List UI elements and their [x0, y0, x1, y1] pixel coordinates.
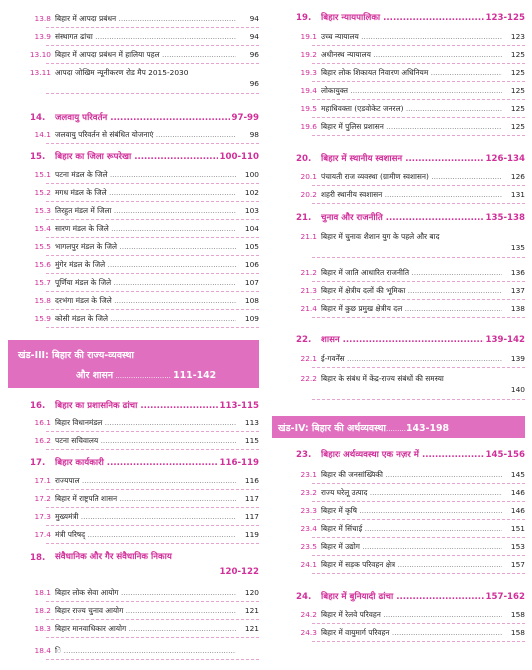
- subitem-title: महाधिवक्ता (एडवोकेट जनरल) .....: [321, 100, 502, 118]
- subitem-title: दरभंगा मंडल के जिले .....: [55, 292, 236, 310]
- subitem-title: ि .....: [55, 642, 236, 660]
- dashed-divider: [46, 327, 259, 328]
- chapter-title: चुनाव और राजनीति .....: [321, 208, 522, 228]
- chapter-number: 15.: [30, 152, 46, 162]
- chapter-title: बिहार का प्रशासनिक ढांचा .....: [55, 396, 256, 416]
- subitem-title: ई-गवर्नेंस .....: [321, 350, 502, 368]
- subitem-title: बिहार में राष्ट्रपति शासन .....: [55, 490, 236, 508]
- subitem-page: 146: [503, 502, 525, 520]
- toc-subitem[interactable]: [0, 220, 266, 238]
- toc-chapter[interactable]: [0, 147, 266, 167]
- subitem-title: बिहार में आपदा प्रबंधन में हालिया पहल .....: [55, 46, 236, 64]
- subitem-page: 121: [237, 620, 259, 638]
- toc-subitem[interactable]: [266, 100, 532, 118]
- toc-subitem[interactable]: [266, 168, 532, 186]
- subitem-page: 108: [237, 292, 259, 310]
- toc-subitem[interactable]: [266, 82, 532, 100]
- dashed-divider: [46, 637, 259, 638]
- chapter-title: बिहार में स्थानीय स्वशासन .....: [321, 149, 522, 169]
- subitem-number: 17.4: [34, 530, 51, 539]
- subitem-page: 136: [503, 264, 525, 282]
- subitem-page: 109: [237, 310, 259, 328]
- toc-subitem[interactable]: [266, 350, 532, 368]
- chapter-pages: 113-115: [218, 396, 259, 416]
- toc-subitem[interactable]: [0, 584, 266, 602]
- toc-chapter[interactable]: [266, 587, 532, 607]
- subitem-page: 120: [237, 584, 259, 602]
- part-title: खंड-III: बिहार की राज्य-व्यवस्था: [18, 350, 134, 361]
- part-subtitle: और शासन ......................... 111-142: [76, 370, 217, 381]
- toc-subitem[interactable]: [266, 46, 532, 64]
- subitem-number: 15.9: [34, 314, 51, 323]
- subitem-number: 24.1: [300, 560, 317, 569]
- subitem-page: 140: [503, 381, 525, 399]
- subitem-number: 20.1: [300, 172, 317, 181]
- toc-subitem[interactable]: [0, 256, 266, 274]
- chapter-title: बिहारः अर्थव्यवस्था एक नज़र में .....: [321, 445, 522, 465]
- part-title: खंड-IV: बिहार की अर्थव्यवस्था.........143-198: [278, 423, 450, 434]
- chapter-number: 21.: [296, 213, 312, 223]
- toc-subitem[interactable]: [266, 186, 532, 204]
- subitem-number: 15.1: [34, 170, 51, 179]
- subitem-title: बिहार में उद्योग .....: [321, 538, 502, 556]
- toc-subitem[interactable]: [0, 472, 266, 490]
- subitem-page: 107: [237, 274, 259, 292]
- subitem-number: 18.1: [34, 588, 51, 597]
- subitem-page: 113: [237, 414, 259, 432]
- toc-chapter[interactable]: [266, 330, 532, 350]
- chapter-pages: 135-138: [484, 208, 525, 228]
- subitem-title: बिहार में जाति आधारित राजनीति .....: [321, 264, 502, 282]
- subitem-title: जलवायु परिवर्तन से संबंधित योजनाएं .....: [55, 126, 236, 144]
- toc-chapter[interactable]: [0, 396, 266, 416]
- dashed-divider: [312, 399, 525, 400]
- chapter-number: 22.: [296, 335, 312, 345]
- toc-subitem[interactable]: [0, 526, 266, 544]
- subitem-title: बिहार में पुलिस प्रशासन .....: [321, 118, 502, 136]
- subitem-number: 15.3: [34, 206, 51, 215]
- toc-subitem[interactable]: [0, 508, 266, 526]
- subitem-number: 22.2: [300, 374, 317, 383]
- subitem-title: बिहार में कुछ प्रमुख क्षेत्रीय दल .....: [321, 300, 502, 318]
- chapter-number: 20.: [296, 154, 312, 164]
- subitem-title: मगध मंडल के जिले .....: [55, 184, 236, 202]
- subitem-number: 13.10: [29, 50, 51, 59]
- subitem-title: बिहार लोक शिकायत निवारण अधिनियम .....: [321, 64, 502, 82]
- toc-subitem[interactable]: [266, 484, 532, 502]
- toc-subitem[interactable]: [266, 282, 532, 300]
- subitem-title: तिरहुत मंडल में जिला .....: [55, 202, 236, 220]
- subitem-page: 117: [237, 508, 259, 526]
- chapter-pages: 157-162: [484, 587, 525, 607]
- toc-subitem[interactable]: [266, 606, 532, 624]
- subitem-number: 18.2: [34, 606, 51, 615]
- subitem-number: 21.1: [300, 232, 317, 241]
- toc-chapter[interactable]: [0, 453, 266, 473]
- subitem-page: 153: [503, 538, 525, 556]
- toc-subitem[interactable]: [0, 64, 266, 94]
- subitem-page: 104: [237, 220, 259, 238]
- chapter-title: जलवायु परिवर्तन .....: [55, 108, 256, 128]
- subitem-page: 138: [503, 300, 525, 318]
- toc-subitem[interactable]: [0, 642, 266, 660]
- subitem-page: 125: [503, 118, 525, 136]
- dashed-divider: [312, 203, 525, 204]
- subitem-title: लोकायुक्त .....: [321, 82, 502, 100]
- subitem-title: मुंगेर मंडल के जिले .....: [55, 256, 236, 274]
- toc-subitem[interactable]: [0, 310, 266, 328]
- subitem-number: 23.2: [300, 488, 317, 497]
- subitem-number: 19.2: [300, 50, 317, 59]
- subitem-title: बिहार लोक सेवा आयोग .....: [55, 584, 236, 602]
- toc-subitem[interactable]: [0, 46, 266, 64]
- subitem-page: 98: [237, 126, 259, 144]
- subitem-page: 139: [503, 350, 525, 368]
- subitem-page: 145: [503, 466, 525, 484]
- toc-subitem[interactable]: [266, 502, 532, 520]
- subitem-number: 23.1: [300, 470, 317, 479]
- subitem-number: 17.3: [34, 512, 51, 521]
- subitem-title: कोसी मंडल के जिले .....: [55, 310, 236, 328]
- toc-subitem[interactable]: [0, 620, 266, 638]
- toc-subitem[interactable]: [0, 602, 266, 620]
- subitem-title: बिहार में वायुमार्ग परिवहन .....: [321, 624, 502, 642]
- subitem-number: 13.8: [34, 14, 51, 23]
- chapter-pages: 139-142: [484, 330, 525, 350]
- subitem-title: सारण मंडल के जिले .....: [55, 220, 236, 238]
- chapter-title: शासन .....: [321, 330, 522, 350]
- subitem-number: 23.5: [300, 542, 317, 551]
- subitem-number: 18.3: [34, 624, 51, 633]
- toc-subitem[interactable]: [0, 292, 266, 310]
- subitem-number: 16.2: [34, 436, 51, 445]
- toc-subitem[interactable]: [266, 538, 532, 556]
- dashed-divider: [312, 573, 525, 574]
- subitem-title: उच्च न्यायालय .....: [321, 28, 502, 46]
- toc-subitem[interactable]: [266, 466, 532, 484]
- subitem-title: आपदा जोखिम न्यूनीकरण रोड मैप 2015-2030: [55, 68, 189, 77]
- subitem-number: 15.6: [34, 260, 51, 269]
- chapter-title: बिहार का जिला रूपरेखा .....: [55, 147, 256, 167]
- toc-subitem[interactable]: [266, 228, 532, 258]
- toc-subitem[interactable]: [266, 118, 532, 136]
- subitem-number: 13.9: [34, 32, 51, 41]
- subitem-title: पंचायती राज व्यवस्था (ग्रामीण स्वशासन) .....: [321, 168, 502, 186]
- subitem-number: 13.11: [29, 68, 51, 77]
- dashed-divider: [312, 367, 525, 368]
- subitem-page: 102: [237, 184, 259, 202]
- dashed-divider: [46, 543, 259, 544]
- subitem-page: 103: [237, 202, 259, 220]
- subitem-number: 20.2: [300, 190, 317, 199]
- subitem-number: 15.7: [34, 278, 51, 287]
- subitem-number: 22.1: [300, 354, 317, 363]
- chapter-number: 18.: [30, 553, 46, 563]
- toc-subitem[interactable]: [266, 556, 532, 574]
- subitem-page: 135: [503, 239, 525, 257]
- dashed-divider: [46, 143, 259, 144]
- chapter-number: 19.: [296, 13, 312, 23]
- chapter-number: 17.: [30, 458, 46, 468]
- subitem-number: 19.3: [300, 68, 317, 77]
- subitem-number: 21.2: [300, 268, 317, 277]
- subitem-number: 24.3: [300, 628, 317, 637]
- dashed-divider: [46, 449, 259, 450]
- subitem-number: 14.1: [34, 130, 51, 139]
- subitem-number: 23.3: [300, 506, 317, 515]
- subitem-page: 123: [503, 28, 525, 46]
- toc-chapter[interactable]: [0, 548, 266, 582]
- chapter-pages: 100-110: [218, 147, 259, 167]
- subitem-number: 17.2: [34, 494, 51, 503]
- subitem-page: 126: [503, 168, 525, 186]
- toc-chapter[interactable]: [0, 108, 266, 128]
- toc-subitem[interactable]: [266, 264, 532, 282]
- chapter-title: संवैधानिक और गैर संवैधानिक निकाय: [55, 552, 172, 562]
- toc-subitem[interactable]: [0, 432, 266, 450]
- subitem-page: 158: [503, 624, 525, 642]
- chapter-pages: 145-156: [484, 445, 525, 465]
- chapter-title: बिहार कार्यकारी .....: [55, 453, 256, 473]
- chapter-pages: 97-99: [230, 108, 260, 128]
- subitem-page: 115: [237, 432, 259, 450]
- chapter-title: बिहार में बुनियादी ढांचा .....: [321, 587, 522, 607]
- subitem-title: बिहार में आपदा प्रबंधन .....: [55, 10, 236, 28]
- subitem-title: बिहार में रेलवे परिवहन .....: [321, 606, 502, 624]
- subitem-title: बिहार राज्य चुनाव आयोग .....: [55, 602, 236, 620]
- subitem-number: 19.1: [300, 32, 317, 41]
- toc-subitem[interactable]: [0, 28, 266, 46]
- subitem-page: 146: [503, 484, 525, 502]
- subitem-number: 23.4: [300, 524, 317, 533]
- chapter-number: 23.: [296, 450, 312, 460]
- toc-chapter[interactable]: [266, 8, 532, 28]
- toc-chapter[interactable]: [266, 149, 532, 169]
- part-banner: [272, 416, 525, 438]
- subitem-page: 158: [503, 606, 525, 624]
- toc-subitem[interactable]: [266, 624, 532, 642]
- subitem-number: 19.6: [300, 122, 317, 131]
- subitem-title: शहरी स्थानीय स्वशासन .....: [321, 186, 502, 204]
- dashed-divider: [312, 257, 525, 258]
- dashed-divider: [312, 641, 525, 642]
- subitem-title: बिहार की जनसांख्यिकी .....: [321, 466, 502, 484]
- toc-subitem[interactable]: [0, 274, 266, 292]
- chapter-pages: 126-134: [484, 149, 525, 169]
- subitem-title: बिहार में सिंचाई .....: [321, 520, 502, 538]
- toc-subitem[interactable]: [266, 520, 532, 538]
- toc-subitem[interactable]: [266, 64, 532, 82]
- toc-subitem[interactable]: [0, 184, 266, 202]
- subitem-number: 24.2: [300, 610, 317, 619]
- subitem-title: संस्थागत ढांचा .....: [55, 28, 236, 46]
- subitem-title: मंत्री परिषद् .....: [55, 526, 236, 544]
- dashed-divider: [312, 135, 525, 136]
- subitem-page: 100: [237, 166, 259, 184]
- subitem-title: बिहार में सड़क परिवहन क्षेत्र .....: [321, 556, 502, 574]
- toc-subitem[interactable]: [0, 238, 266, 256]
- chapter-pages: 123-125: [484, 8, 525, 28]
- toc-subitem[interactable]: [266, 370, 532, 400]
- subitem-title: राज्य घरेलू उत्पाद .....: [321, 484, 502, 502]
- subitem-number: 16.1: [34, 418, 51, 427]
- subitem-number: 17.1: [34, 476, 51, 485]
- subitem-page: 125: [503, 82, 525, 100]
- dashed-divider: [46, 93, 259, 94]
- subitem-title: पटना मंडल के जिले .....: [55, 166, 236, 184]
- subitem-page: 157: [503, 556, 525, 574]
- subitem-page: 119: [237, 526, 259, 544]
- subitem-page: 131: [503, 186, 525, 204]
- toc-subitem[interactable]: [0, 202, 266, 220]
- subitem-page: 94: [237, 10, 259, 28]
- subitem-number: 19.5: [300, 104, 317, 113]
- chapter-pages: 116-119: [218, 453, 259, 473]
- subitem-number: 19.4: [300, 86, 317, 95]
- toc-subitem[interactable]: [266, 300, 532, 318]
- subitem-title: राज्यपाल .....: [55, 472, 236, 490]
- subitem-number: 18.4: [34, 646, 51, 655]
- subitem-title: बिहार में चुनावः शैशान युग के पहले और बाद: [321, 232, 440, 241]
- chapter-title: बिहार न्यायपालिका .....: [321, 8, 522, 28]
- subitem-page: 125: [503, 46, 525, 64]
- subitem-title: बिहार विधानमंडल .....: [55, 414, 236, 432]
- subitem-number: 21.4: [300, 304, 317, 313]
- subitem-page: 137: [503, 282, 525, 300]
- subitem-number: 15.4: [34, 224, 51, 233]
- subitem-title: पटना सचिवालय .....: [55, 432, 236, 450]
- toc-subitem[interactable]: [0, 126, 266, 144]
- toc-subitem[interactable]: [0, 166, 266, 184]
- subitem-page: 125: [503, 64, 525, 82]
- toc-subitem[interactable]: [0, 10, 266, 28]
- subitem-page: 116: [237, 472, 259, 490]
- part-banner: [8, 340, 259, 388]
- subitem-title: अधीनस्थ न्यायालय .....: [321, 46, 502, 64]
- subitem-title: बिहार के संबंध में केंद्र-राज्य संबंधों की समस्या: [321, 374, 444, 383]
- chapter-pages: 120-122: [218, 562, 259, 582]
- toc-subitem[interactable]: [0, 490, 266, 508]
- subitem-page: 96: [237, 46, 259, 64]
- subitem-title: भागलपुर मंडल के जिले .....: [55, 238, 236, 256]
- subitem-page: 106: [237, 256, 259, 274]
- subitem-number: 21.3: [300, 286, 317, 295]
- subitem-page: 121: [237, 602, 259, 620]
- toc-subitem[interactable]: [0, 414, 266, 432]
- subitem-title: बिहार में कृषि .....: [321, 502, 502, 520]
- subitem-title: मुख्यमंत्री .....: [55, 508, 236, 526]
- subitem-page: 117: [237, 490, 259, 508]
- subitem-page: 94: [237, 28, 259, 46]
- subitem-number: 15.2: [34, 188, 51, 197]
- chapter-number: 24.: [296, 592, 312, 602]
- subitem-page: 105: [237, 238, 259, 256]
- dashed-divider: [46, 659, 259, 660]
- subitem-title: बिहार मानवाधिकार आयोग .....: [55, 620, 236, 638]
- chapter-number: 14.: [30, 113, 46, 123]
- subitem-number: 15.5: [34, 242, 51, 251]
- subitem-number: 15.8: [34, 296, 51, 305]
- subitem-page: 96: [237, 75, 259, 93]
- subitem-title: बिहार में क्षेत्रीय दलों की भूमिका .....: [321, 282, 502, 300]
- subitem-page: 125: [503, 100, 525, 118]
- subitem-page: 151: [503, 520, 525, 538]
- toc-chapter[interactable]: [266, 208, 532, 228]
- toc-chapter[interactable]: [266, 445, 532, 465]
- toc-subitem[interactable]: [266, 28, 532, 46]
- dashed-divider: [312, 317, 525, 318]
- chapter-number: 16.: [30, 401, 46, 411]
- subitem-title: पूर्णिया मंडल के जिले .....: [55, 274, 236, 292]
